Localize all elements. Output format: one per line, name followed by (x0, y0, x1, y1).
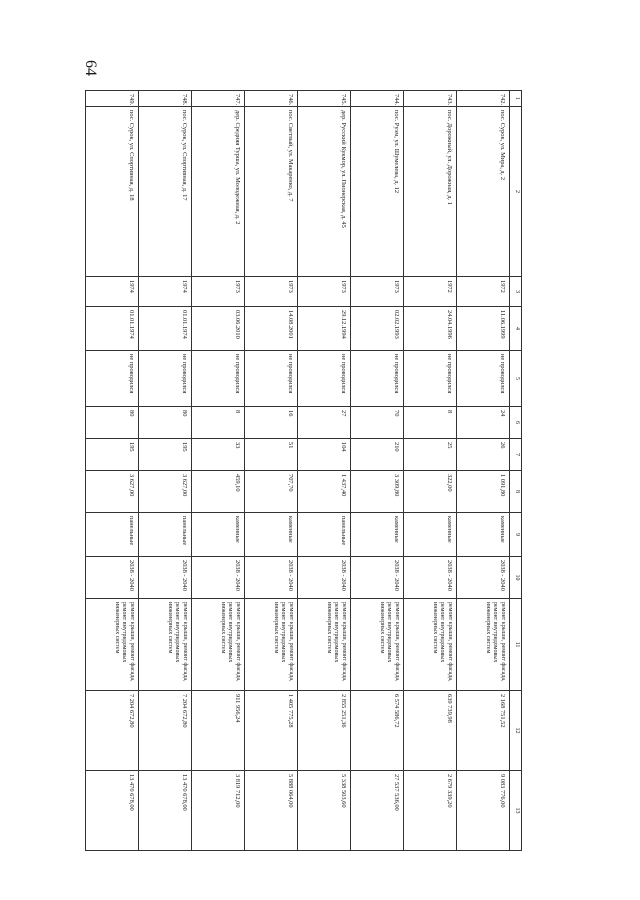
area-cell: 3 309,80 (351, 471, 404, 513)
count-cell: 8 (192, 407, 245, 439)
last-repair-status-cell: не проводился (192, 351, 245, 407)
table-row (86, 91, 139, 851)
count-cell: 27 (298, 407, 351, 439)
inclusion-date-cell: 29.12.1994 (298, 307, 351, 351)
cost-cell: 6 574 586,72 (351, 691, 404, 771)
cost-cell: 639 739,98 (404, 691, 457, 771)
address-cell: пос. Руэм, ул. Шумелева, д. 12 (351, 107, 404, 277)
table-row (298, 91, 351, 851)
repair-period-cell: 2038 - 2040 (298, 557, 351, 599)
cost-cell: 1 405 775,28 (245, 691, 298, 771)
rotated-table (110, 90, 522, 850)
count-cell: 16 (245, 407, 298, 439)
works-list-cell: ремонт крыши, ремонт фасада, ремонт внутридомовых инженерных систем (457, 599, 510, 691)
wall-material-cell: панельные (298, 513, 351, 557)
year-built-cell: 1972 (404, 277, 457, 307)
cost-cell: 7 204 672,80 (86, 691, 139, 771)
column-number: 11 (510, 599, 522, 691)
area-cell: 322,00 (404, 471, 457, 513)
cost-cell: 2 855 251,36 (298, 691, 351, 771)
year-built-cell: 1973 (245, 277, 298, 307)
last-repair-status-cell: не проводился (139, 351, 192, 407)
total-cost-cell: 2 679 339,20 (404, 771, 457, 851)
total-cost-cell: 9 083 776,00 (457, 771, 510, 851)
table-row (245, 91, 298, 851)
wall-material-cell: каменные (404, 513, 457, 557)
inclusion-date-cell: 01.01.1974 (139, 307, 192, 351)
column-number: 9 (510, 513, 522, 557)
address-cell: дер. Средняя Турша, ул. Молодежная, д. 2 (192, 107, 245, 277)
column-number: 6 (510, 407, 522, 439)
wall-material-cell: каменные (351, 513, 404, 557)
count-cell: 33 (192, 439, 245, 471)
row-number: 742. (457, 91, 510, 107)
repair-period-cell: 2038 - 2040 (86, 557, 139, 599)
works-list-cell: ремонт крыши, ремонт фасада, ремонт внутридомовых инженерных систем (139, 599, 192, 691)
row-number: 745. (298, 91, 351, 107)
address-cell: дер. Русский Кукмор, ул. Пионерская, д. 45 (298, 107, 351, 277)
column-number: 4 (510, 307, 522, 351)
wall-material-cell: панельные (86, 513, 139, 557)
count-cell: 195 (86, 439, 139, 471)
row-number: 749. (86, 91, 139, 107)
row-number: 747. (192, 91, 245, 107)
total-cost-cell: 13 470 678,00 (86, 771, 139, 851)
works-list-cell: ремонт крыши, ремонт фасада, ремонт внутридомовых инженерных систем (404, 599, 457, 691)
wall-material-cell: панельные (139, 513, 192, 557)
wall-material-cell: каменные (245, 513, 298, 557)
count-cell: 70 (351, 407, 404, 439)
address-cell: пос. Светлый, ул. Макаренко, д. 7 (245, 107, 298, 277)
total-cost-cell: 27 537 536,00 (351, 771, 404, 851)
address-cell: пос. Сурок, ул. Спортивная, д. 17 (139, 107, 192, 277)
cost-cell: 911 956,24 (192, 691, 245, 771)
area-cell: 1 437,40 (298, 471, 351, 513)
wall-material-cell: каменные (457, 513, 510, 557)
table-row (457, 91, 510, 851)
column-number: 13 (510, 771, 522, 851)
wall-material-cell: каменные (192, 513, 245, 557)
cost-cell: 7 204 672,80 (139, 691, 192, 771)
count-cell: 80 (139, 407, 192, 439)
address-cell: пос. Сурок, ул. Спортивная, д. 18 (86, 107, 139, 277)
repair-period-cell: 2038 - 2040 (351, 557, 404, 599)
works-list-cell: ремонт крыши, ремонт фасада, ремонт внутридомовых инженерных систем (86, 599, 139, 691)
row-number: 744. (351, 91, 404, 107)
row-number: 746. (245, 91, 298, 107)
address-cell: пос. Сурок, ул. Мира, д. 2 (457, 107, 510, 277)
works-list-cell: ремонт крыши, ремонт фасада, ремонт внутридомовых инженерных систем (245, 599, 298, 691)
area-cell: 3 627,00 (86, 471, 139, 513)
last-repair-status-cell: не проводился (86, 351, 139, 407)
area-cell: 1 091,80 (457, 471, 510, 513)
year-built-cell: 1974 (86, 277, 139, 307)
repair-period-cell: 2038 - 2040 (192, 557, 245, 599)
area-cell: 3 627,00 (139, 471, 192, 513)
count-cell: 80 (86, 407, 139, 439)
inclusion-date-cell: 24.04.1996 (404, 307, 457, 351)
table-body (86, 91, 522, 851)
column-number: 10 (510, 557, 522, 599)
year-built-cell: 1973 (298, 277, 351, 307)
total-cost-cell: 3 819 712,00 (192, 771, 245, 851)
table-row (351, 91, 404, 851)
repair-period-cell: 2038 - 2040 (457, 557, 510, 599)
table-row (139, 91, 192, 851)
column-number: 12 (510, 691, 522, 771)
last-repair-status-cell: не проводился (457, 351, 510, 407)
column-number: 1 (510, 91, 522, 107)
total-cost-cell: 5 888 064,00 (245, 771, 298, 851)
row-number: 748. (139, 91, 192, 107)
works-list-cell: ремонт крыши, ремонт фасада, ремонт внутридомовых инженерных систем (192, 599, 245, 691)
inclusion-date-cell: 03.06.2010 (192, 307, 245, 351)
inclusion-date-cell: 14.08.2001 (245, 307, 298, 351)
column-number: 7 (510, 439, 522, 471)
count-cell: 26 (457, 439, 510, 471)
table-container (110, 90, 522, 850)
inclusion-date-cell: 01.01.1974 (86, 307, 139, 351)
column-number: 5 (510, 351, 522, 407)
column-number-row (510, 91, 522, 851)
works-list-cell: ремонт крыши, ремонт фасада, ремонт внутридомовых инженерных систем (298, 599, 351, 691)
count-cell: 24 (457, 407, 510, 439)
year-built-cell: 1974 (139, 277, 192, 307)
count-cell: 8 (404, 407, 457, 439)
inclusion-date-cell: 02.02.1993 (351, 307, 404, 351)
repair-period-cell: 2038 - 2040 (139, 557, 192, 599)
cost-cell: 2 168 751,52 (457, 691, 510, 771)
inclusion-date-cell: 11.06.1999 (457, 307, 510, 351)
last-repair-status-cell: не проводился (404, 351, 457, 407)
area-cell: 459,10 (192, 471, 245, 513)
repair-period-cell: 2038 - 2040 (245, 557, 298, 599)
last-repair-status-cell: не проводился (245, 351, 298, 407)
column-number: 2 (510, 107, 522, 277)
count-cell: 51 (245, 439, 298, 471)
table-row (192, 91, 245, 851)
count-cell: 210 (351, 439, 404, 471)
total-cost-cell: 13 470 678,00 (139, 771, 192, 851)
table-row (404, 91, 457, 851)
column-number: 3 (510, 277, 522, 307)
column-number: 8 (510, 471, 522, 513)
total-cost-cell: 5 338 503,60 (298, 771, 351, 851)
count-cell: 25 (404, 439, 457, 471)
housing-register-table (85, 90, 522, 851)
repair-period-cell: 2038 - 2040 (404, 557, 457, 599)
area-cell: 707,70 (245, 471, 298, 513)
page-number: 64 (82, 60, 99, 76)
works-list-cell: ремонт крыши, ремонт фасада, ремонт внутридомовых инженерных систем (351, 599, 404, 691)
year-built-cell: 1972 (457, 277, 510, 307)
year-built-cell: 1973 (192, 277, 245, 307)
row-number: 743. (404, 91, 457, 107)
last-repair-status-cell: не проводился (298, 351, 351, 407)
year-built-cell: 1973 (351, 277, 404, 307)
count-cell: 195 (139, 439, 192, 471)
address-cell: пос. Дорожный, ул. Дорожная, д. 1 (404, 107, 457, 277)
last-repair-status-cell: не проводился (351, 351, 404, 407)
count-cell: 104 (298, 439, 351, 471)
